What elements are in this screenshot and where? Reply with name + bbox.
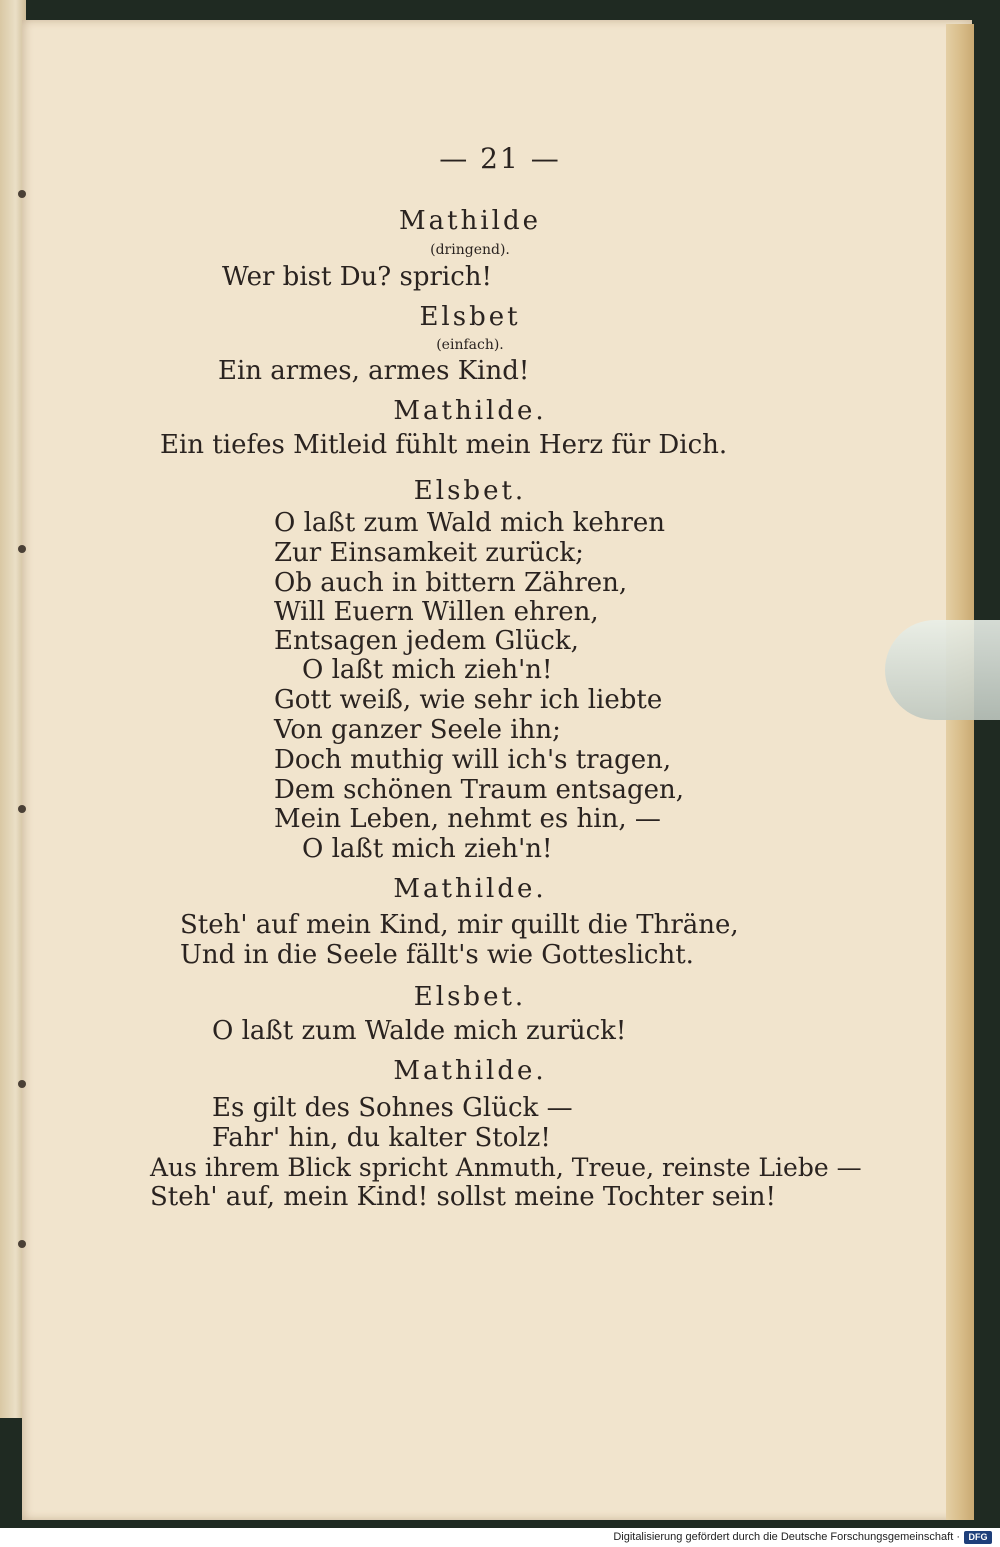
verse-line: O laßt mich zieh'n! [302,834,553,864]
speaker-name: Elsbet. [413,982,527,1012]
verse-line: Fahr' hin, du kalter Stolz! [212,1123,551,1153]
verse-line: Doch muthig will ich's tragen, [274,745,672,775]
verse-line: Aus ihrem Blick spricht Anmuth, Treue, reinste Liebe — [150,1153,862,1182]
verse-line: Ein tiefes Mitleid fühlt mein Herz für Dich. [160,430,728,460]
page-number: — 21 — [439,142,561,175]
speaker-name: Mathilde. [393,874,547,904]
verse-line: O laßt zum Wald mich kehren [274,508,666,538]
speaker-name: Mathilde. [393,1056,547,1086]
verse-line: Von ganzer Seele ihn; [274,715,561,745]
dfg-logo: DFG [964,1531,992,1544]
verse-line: Ein armes, armes Kind! [218,356,530,386]
verse-line: Steh' auf, mein Kind! sollst meine Tochter sein! [150,1182,776,1212]
verse-line: Will Euern Willen ehren, [274,597,599,627]
page-clip-tab [885,620,1000,720]
verse-line: O laßt zum Walde mich zurück! [212,1016,627,1046]
stage-direction: (einfach). [436,337,504,353]
funding-credit: Digitalisierung gefördert durch die Deutsche Forschungsgemeinschaft · [613,1531,960,1543]
digitization-footer [0,1528,1000,1547]
speaker-name: Mathilde. [393,396,547,426]
verse-line: Zur Einsamkeit zurück; [274,538,584,568]
verse-line: Steh' auf mein Kind, mir quillt die Thräne, [180,910,739,940]
verse-line: Wer bist Du? sprich! [222,262,492,292]
speaker-name: Mathilde [399,206,541,236]
verse-line: Mein Leben, nehmt es hin, — [274,804,661,834]
verse-line: Dem schönen Traum entsagen, [274,775,684,805]
verse-line: Gott weiß, wie sehr ich liebte [274,685,663,715]
speaker-name: Elsbet [419,302,521,332]
verse-line: Und in die Seele fällt's wie Gotteslicht. [180,940,694,970]
verse-line: O laßt mich zieh'n! [302,655,553,685]
page-stack-edge [946,24,974,1520]
verse-line: Es gilt des Sohnes Glück — [212,1093,573,1123]
binding-stitch [18,190,26,198]
speaker-name: Elsbet. [413,476,527,506]
binding-stitch [18,545,26,553]
verse-line: Ob auch in bittern Zähren, [274,568,628,598]
stage-direction: (dringend). [430,242,510,258]
binding-stitch [18,1240,26,1248]
verse-line: Entsagen jedem Glück, [274,626,579,656]
binding-stitch [18,805,26,813]
